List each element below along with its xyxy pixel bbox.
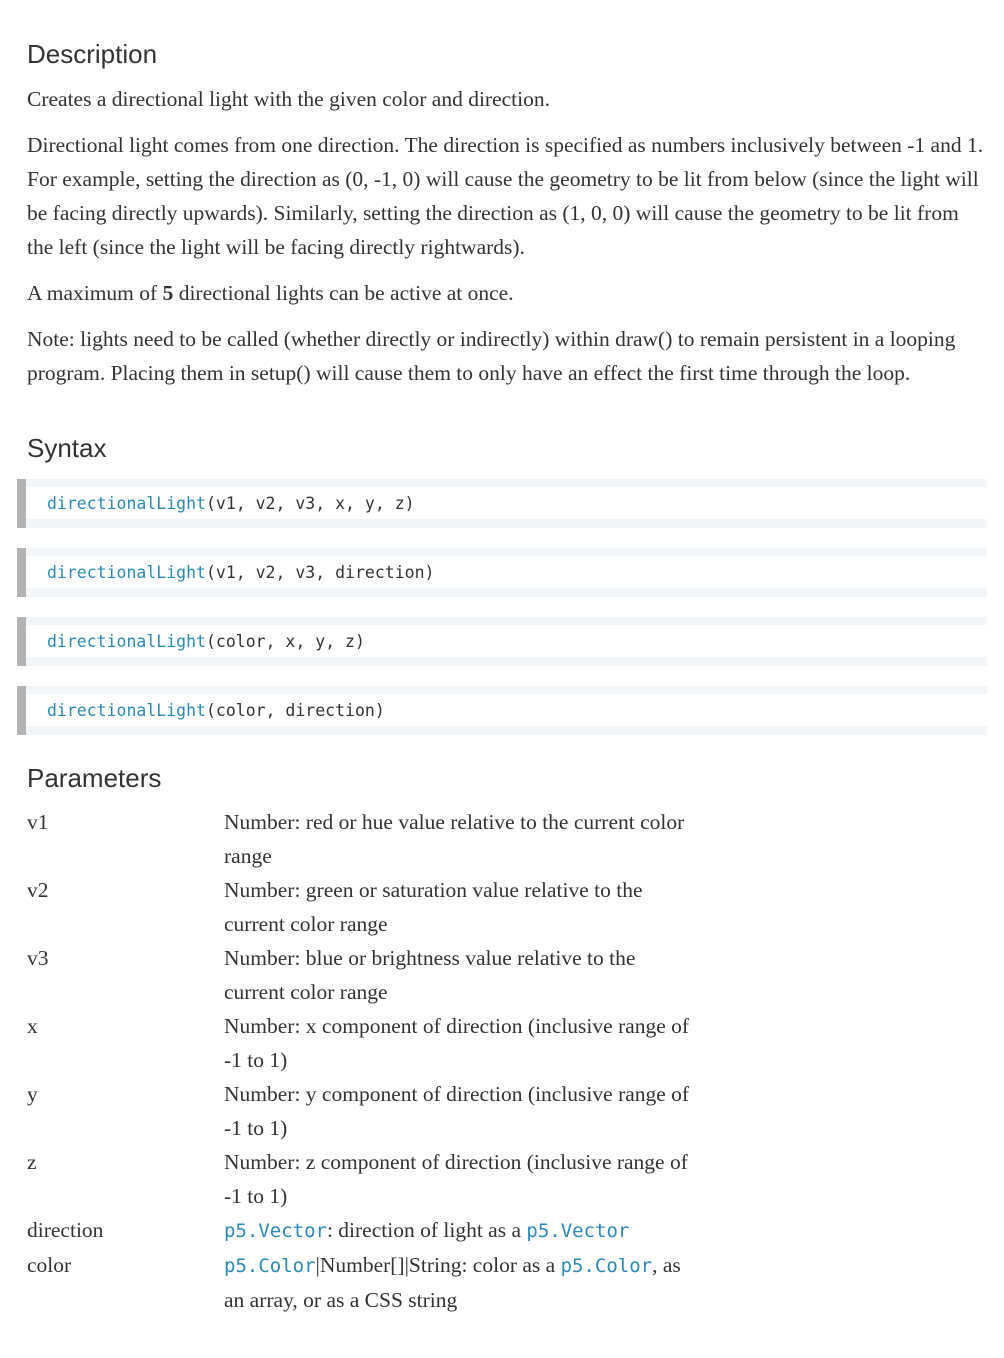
param-name: direction <box>27 1218 104 1242</box>
param-row-v2 <box>27 873 699 941</box>
direction-desc-text: : direction of light as a <box>326 1218 527 1242</box>
function-args: (color, x, y, z) <box>205 632 365 651</box>
param-name: v3 <box>27 946 49 970</box>
parameters-heading: Parameters <box>27 763 162 793</box>
param-row-z <box>27 1145 699 1213</box>
param-name: y <box>27 1082 38 1106</box>
param-description <box>224 1248 699 1317</box>
param-name: z <box>27 1150 37 1174</box>
color-desc-tail: , as an array, or as a CSS string <box>224 1253 681 1312</box>
syntax-code-line <box>47 617 365 666</box>
param-description: Number: blue or brightness value relative to the current color range <box>224 946 636 1004</box>
syntax-list <box>17 479 987 735</box>
syntax-code-block <box>17 548 987 597</box>
param-row-color <box>27 1248 699 1317</box>
syntax-heading: Syntax <box>27 433 107 463</box>
param-row-x <box>27 1009 699 1077</box>
param-description: Number: green or saturation value relative to the current color range <box>224 878 643 936</box>
p5-color-link[interactable]: p5.Color <box>560 1255 653 1277</box>
param-description: Number: red or hue value relative to the current color range <box>224 810 685 868</box>
description-paragraph-1: Creates a directional light with the given color and direction. <box>27 87 551 111</box>
syntax-code-line <box>47 686 385 735</box>
function-name: directionalLight <box>47 632 206 651</box>
max-lights-text-after: directional lights can be active at once. <box>173 281 514 305</box>
function-name: directionalLight <box>47 494 206 513</box>
param-description: Number: y component of direction (inclusive range of -1 to 1) <box>224 1082 690 1140</box>
description-paragraph-2: Directional light comes from one direction. The direction is specified as numbers inclusively between -1 and 1. For example, setting the direction as (0, -1, 0) will cause the geometry to be lit from below (since the light will be facing directly upwards). Similarly, setting the direction as (1, 0, 0) will cause the geometry to be lit from the left (since the light will be facing directly rightwards). <box>27 133 984 259</box>
param-row-v1 <box>27 805 699 873</box>
syntax-code-block <box>17 686 987 735</box>
description-paragraph-3 <box>27 276 987 310</box>
description-paragraph-4: Note: lights need to be called (whether directly or indirectly) within draw() to remain persistent in a looping program. Placing them in setup() will cause them to only have an effect the first time through the loop. <box>27 327 956 385</box>
p5-vector-type-link[interactable]: p5.Vector <box>224 1220 327 1242</box>
max-lights-text-before: A maximum of <box>27 281 163 305</box>
syntax-code-block <box>17 479 987 528</box>
description-heading: Description <box>27 39 158 69</box>
param-row-y <box>27 1077 699 1145</box>
p5-vector-link[interactable]: p5.Vector <box>526 1220 630 1242</box>
param-name: x <box>27 1014 38 1038</box>
syntax-code-block <box>17 617 987 666</box>
function-args: (v1, v2, v3, x, y, z) <box>205 494 415 513</box>
max-lights-count: 5 <box>162 281 174 305</box>
param-description <box>224 1213 699 1248</box>
function-args: (color, direction) <box>205 701 385 720</box>
param-name: v2 <box>27 878 49 902</box>
syntax-code-line <box>47 548 434 597</box>
param-name: color <box>27 1253 72 1277</box>
function-args: (v1, v2, v3, direction) <box>205 563 435 582</box>
param-row-direction <box>27 1213 699 1248</box>
color-types-text: |Number[]|String: color as a <box>315 1253 561 1277</box>
p5-color-type-link[interactable]: p5.Color <box>224 1255 316 1277</box>
param-description: Number: z component of direction (inclusive range of -1 to 1) <box>224 1150 688 1208</box>
function-name: directionalLight <box>47 701 206 720</box>
param-name: v1 <box>27 810 49 834</box>
param-description: Number: x component of direction (inclusive range of -1 to 1) <box>224 1014 690 1072</box>
syntax-code-line <box>47 479 415 528</box>
param-row-v3 <box>27 941 699 1009</box>
function-name: directionalLight <box>47 563 206 582</box>
parameters-table <box>27 805 699 1317</box>
